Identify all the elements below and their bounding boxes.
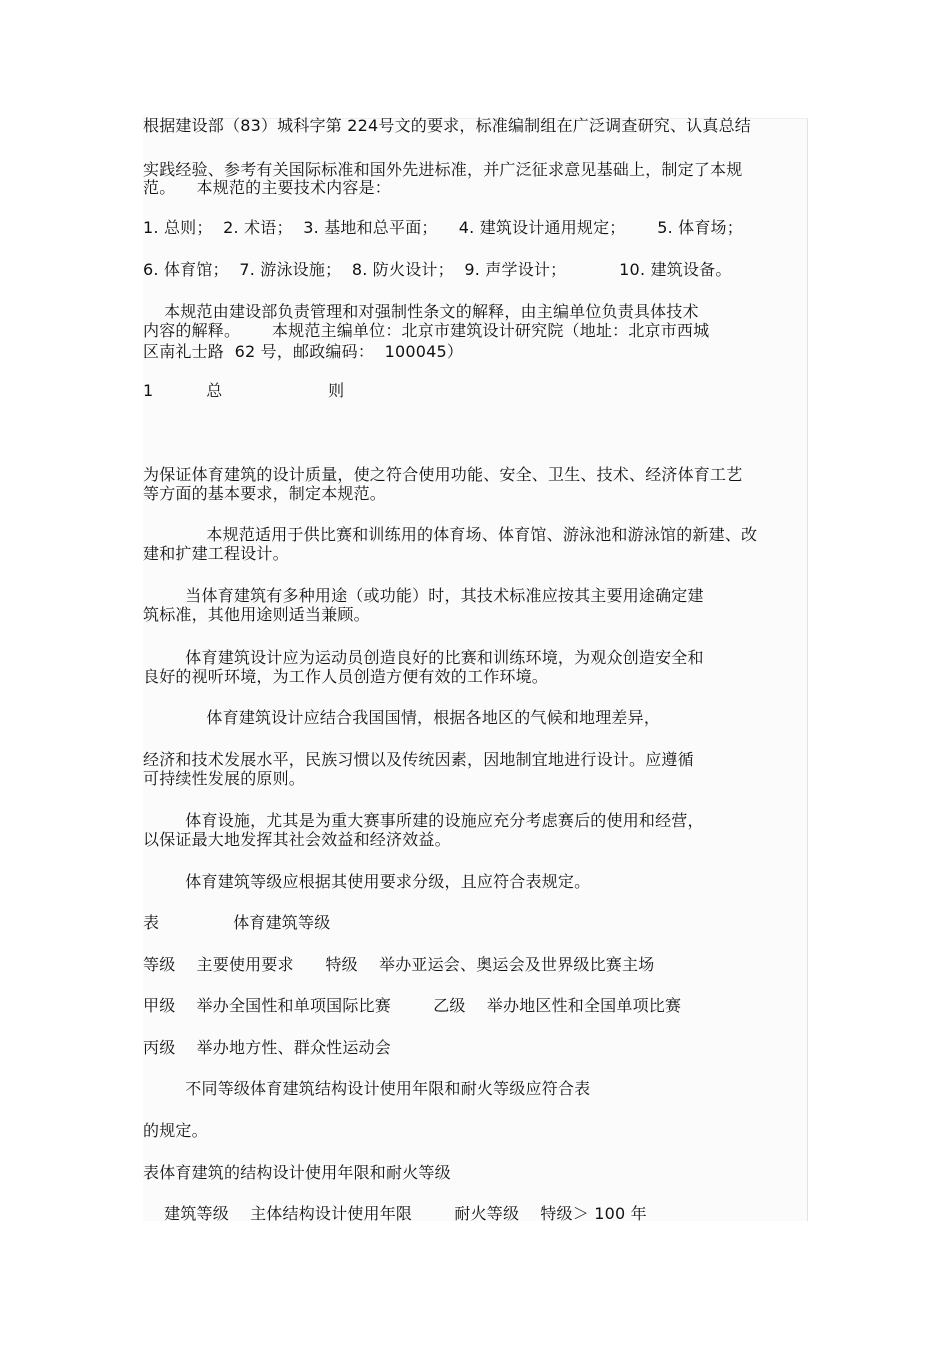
management-note-line-3: 区南礼士路 62 号，邮政编码： 100045） bbox=[143, 342, 464, 361]
clause-service-life-line-1: 不同等级体育建筑结构设计使用年限和耐火等级应符合表 bbox=[143, 1079, 591, 1098]
paragraph-intro-line-2: 实践经验、参考有关国际标准和国外先进标准，并广泛征求意见基础上，制定了本规 bbox=[143, 160, 743, 179]
clause-facilities-line-1: 体育设施，尤其是为重大赛事所建的设施应充分考虑赛后的使用和经营， bbox=[143, 811, 704, 830]
clause-purpose-line-2: 等方面的基本要求，制定本规范。 bbox=[143, 484, 387, 503]
clause-facilities-line-2: 以保证最大地发挥其社会效益和经济效益。 bbox=[143, 830, 451, 849]
table-title-grades: 表 体育建筑等级 bbox=[143, 913, 331, 932]
clause-service-life-line-2: 的规定。 bbox=[143, 1121, 208, 1140]
clause-national-line-2: 经济和技术发展水平，民族习惯以及传统因素，因地制宜地进行设计。应遵循 bbox=[143, 750, 694, 769]
table-grades-row-3: 丙级 举办地方性、群众性运动会 bbox=[143, 1038, 391, 1057]
management-note-line-1: 本规范由建设部负责管理和对强制性条文的解释，由主编单位负责具体技术 bbox=[143, 302, 699, 321]
chapter-heading: 1 总 则 bbox=[143, 381, 345, 400]
contents-list-line-2: 6. 体育馆； 7. 游泳设施； 8. 防火设计； 9. 声学设计； 10. 建筑设备。 bbox=[143, 260, 732, 279]
clause-grading: 体育建筑等级应根据其使用要求分级，且应符合表规定。 bbox=[143, 872, 591, 891]
paragraph-intro-line-1: 根据建设部（83）城科字第 224号文的要求，标准编制组在广泛调查研究、认真总结 bbox=[143, 116, 751, 135]
clause-purpose-line-1: 为保证体育建筑的设计质量，使之符合使用功能、安全、卫生、技术、经济体育工艺 bbox=[143, 465, 743, 484]
clause-environment-line-2: 良好的视听环境，为工作人员创造方便有效的工作环境。 bbox=[143, 667, 549, 686]
clause-multiuse-line-1: 当体育建筑有多种用途（或功能）时，其技术标准应按其主要用途确定建 bbox=[143, 586, 704, 605]
paragraph-intro-line-3: 范。 本规范的主要技术内容是： bbox=[143, 178, 391, 197]
clause-scope-line-2: 建和扩建工程设计。 bbox=[143, 544, 289, 563]
table-grades-row-1: 等级 主要使用要求 特级 举办亚运会、奥运会及世界级比赛主场 bbox=[143, 955, 655, 974]
clause-scope-line-1: 本规范适用于供比赛和训练用的体育场、体育馆、游泳池和游泳馆的新建、改 bbox=[143, 525, 758, 544]
management-note-line-2: 内容的解释。 本规范主编单位：北京市建筑设计研究院（地址：北京市西城 bbox=[143, 321, 710, 340]
clause-multiuse-line-2: 筑标准，其他用途则适当兼顾。 bbox=[143, 605, 370, 624]
clause-national-line-3: 可持续性发展的原则。 bbox=[143, 769, 306, 788]
table-title-service-life: 表体育建筑的结构设计使用年限和耐火等级 bbox=[143, 1163, 451, 1182]
table-grades-row-2: 甲级 举办全国性和单项国际比赛 乙级 举办地区性和全国单项比赛 bbox=[143, 996, 682, 1015]
table-service-life-header: 建筑等级 主体结构设计使用年限 耐火等级 特级＞ 100 年 bbox=[143, 1204, 647, 1223]
clause-national-line-1: 体育建筑设计应结合我国国情，根据各地区的气候和地理差异， bbox=[143, 708, 661, 727]
clause-environment-line-1: 体育建筑设计应为运动员创造良好的比赛和训练环境，为观众创造安全和 bbox=[143, 648, 704, 667]
contents-list-line-1: 1. 总则； 2. 术语； 3. 基地和总平面； 4. 建筑设计通用规定； 5. 体育场； bbox=[143, 218, 743, 237]
